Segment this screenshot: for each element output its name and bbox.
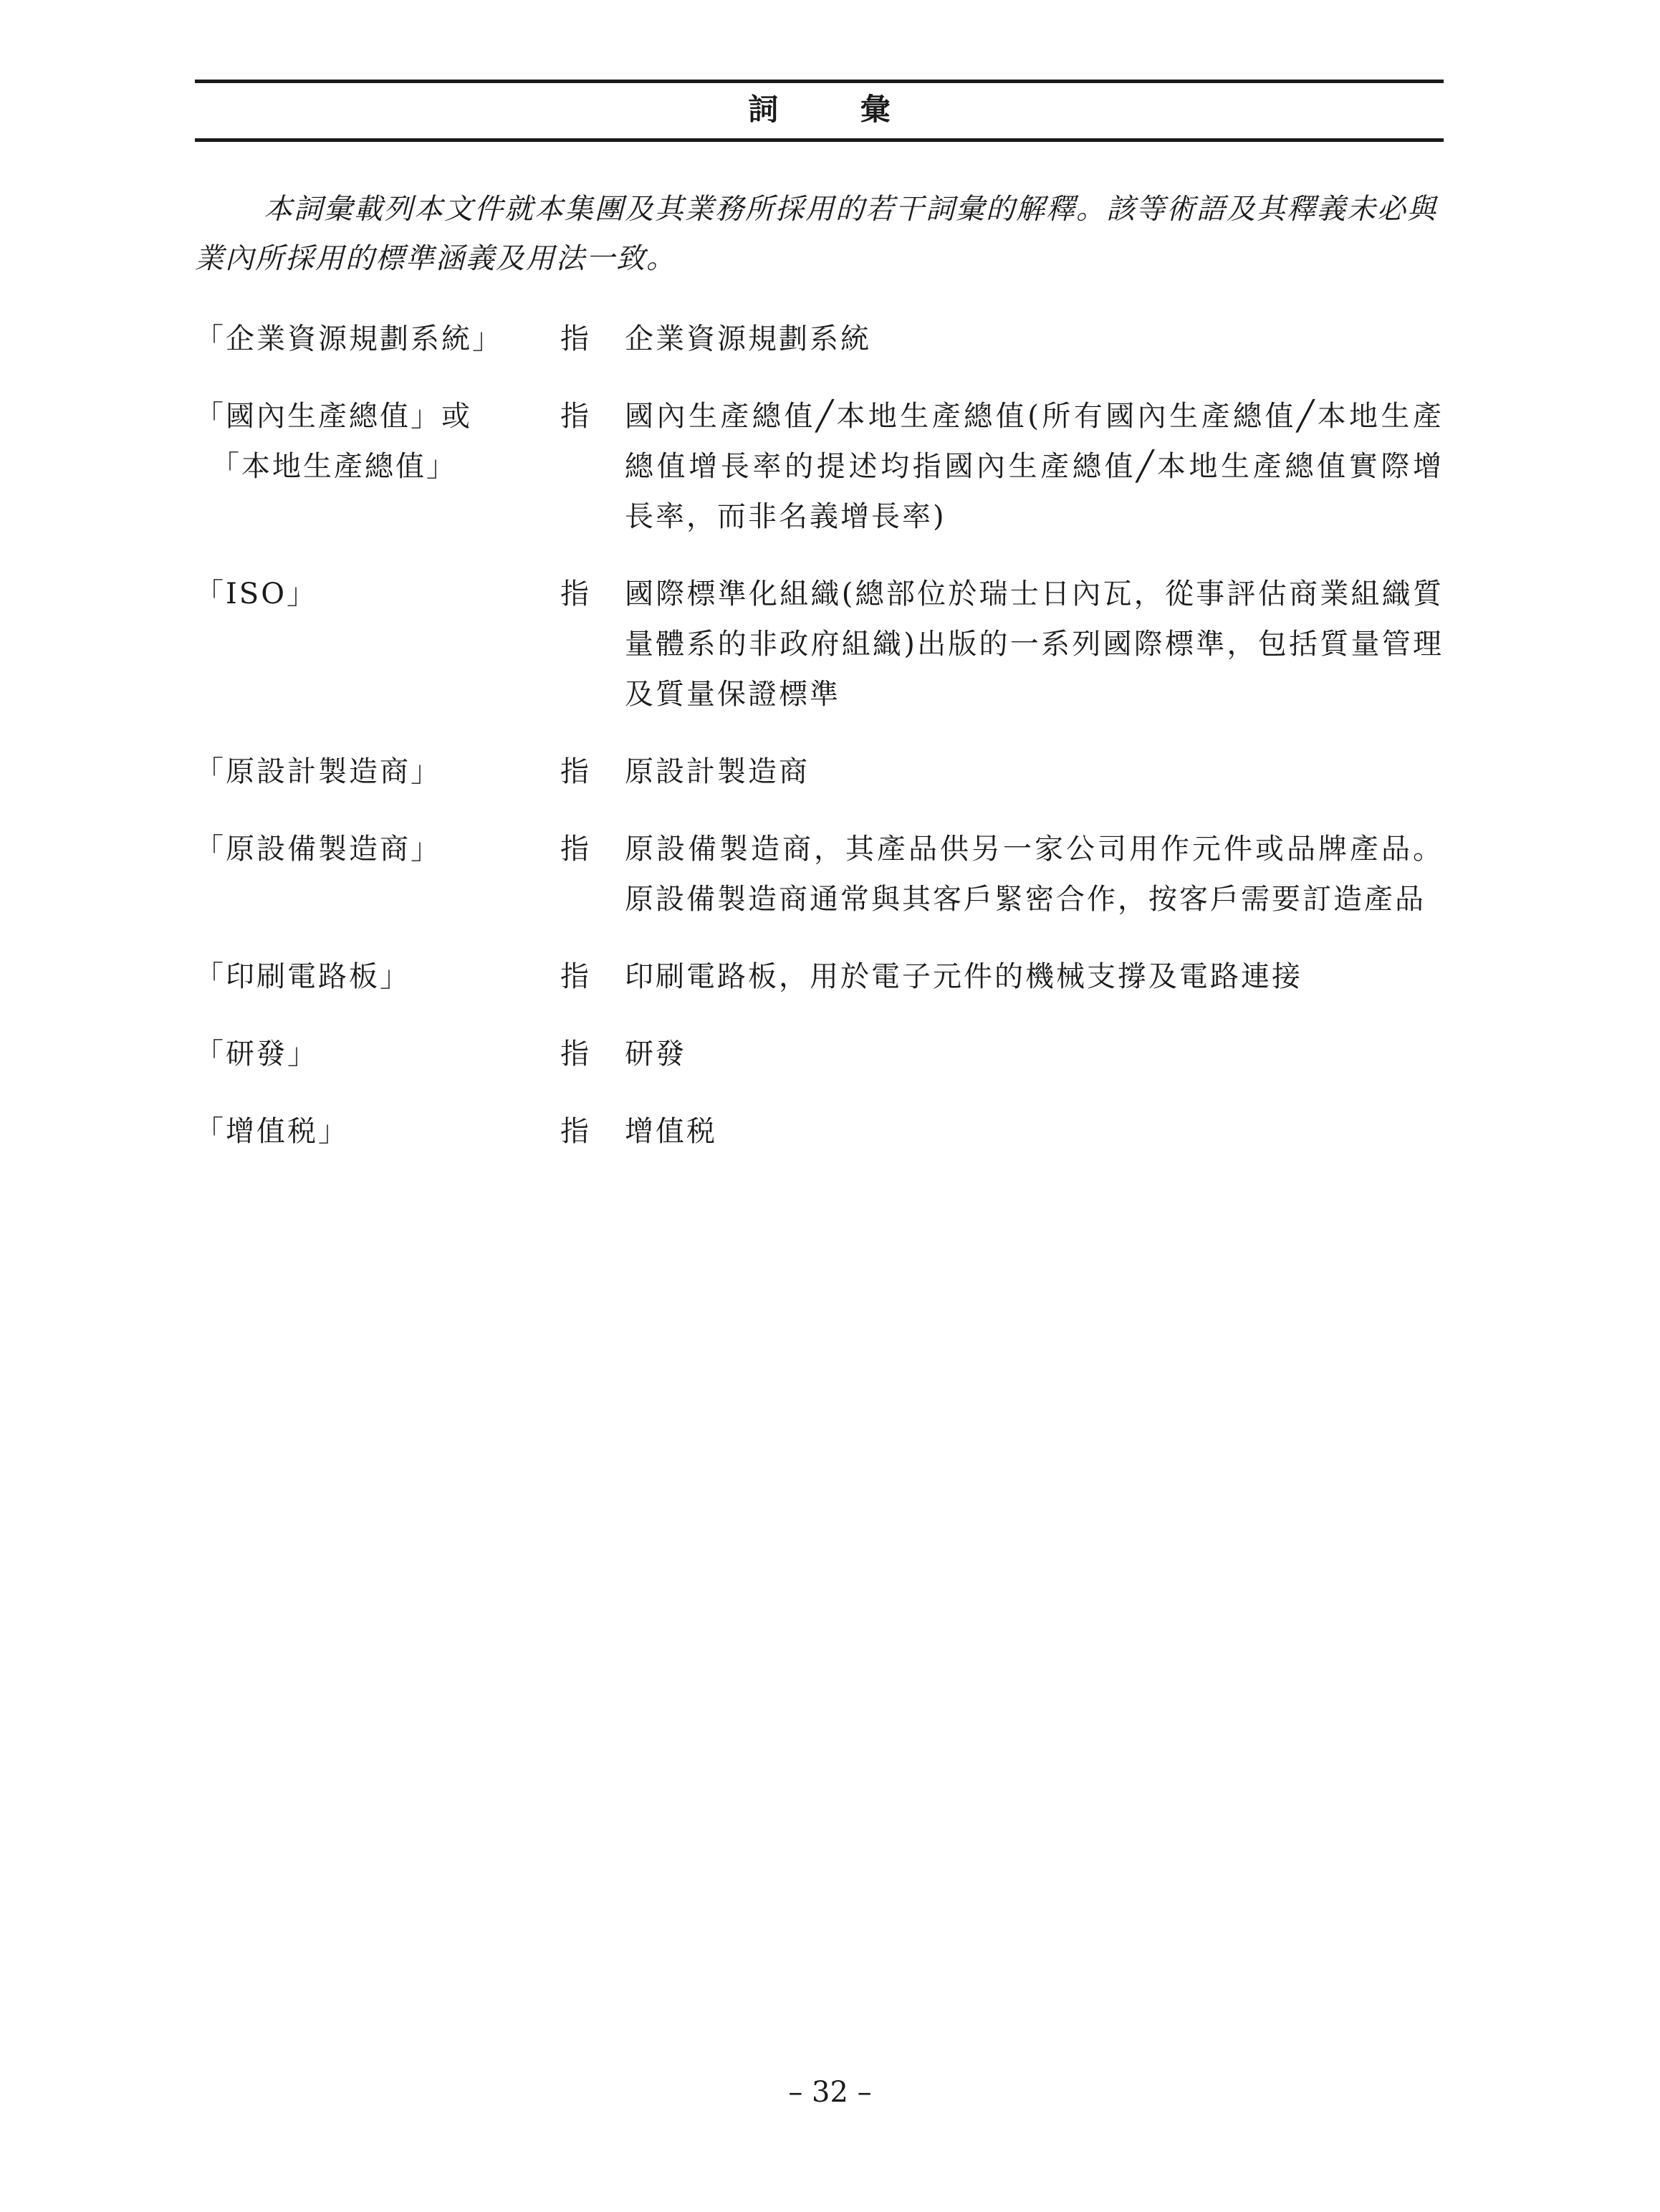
page-title: 詞 彙 <box>748 92 926 127</box>
glossary-term <box>195 952 560 1002</box>
glossary-definition: 印刷電路板，用於電子元件的機械支撐及電路連接 <box>625 960 1302 993</box>
glossary-entry <box>195 824 1444 924</box>
glossary-means: 指 <box>560 322 591 355</box>
glossary-means: 指 <box>560 1115 591 1148</box>
glossary-definition: 增值税 <box>625 1115 717 1148</box>
glossary-means: 指 <box>560 400 591 433</box>
glossary-means: 指 <box>560 960 591 993</box>
glossary-term-text: 「原設計製造商」 <box>195 755 441 788</box>
glossary-entry <box>195 391 1444 542</box>
glossary-definition: 國際標準化組織(總部位於瑞士日內瓦，從事評估商業組織質量體系的非政府組織)出版的一系列國際標準，包括質量管理及質量保證標準 <box>625 578 1444 711</box>
glossary-definition: 原設備製造商，其產品供另一家公司用作元件或品牌產品。原設備製造商通常與其客戶緊密合作，按客戶需要訂造產品 <box>625 833 1444 916</box>
glossary-term <box>195 314 560 364</box>
glossary-entry <box>195 747 1444 797</box>
glossary-definition: 國內生產總值╱本地生產總值(所有國內生產總值╱本地生產總值增長率的提述均指國內生產總值╱本地生產總值實際增長率，而非名義增長率) <box>625 400 1444 533</box>
glossary-means: 指 <box>560 578 591 611</box>
glossary-definition: 企業資源規劃系統 <box>625 322 871 355</box>
glossary-definition: 原設計製造商 <box>625 755 810 788</box>
glossary-term <box>195 391 560 542</box>
glossary-term-text: 「印刷電路板」 <box>195 960 411 993</box>
glossary-term-text: 「原設備製造商」 <box>195 833 441 866</box>
glossary-entry <box>195 569 1444 719</box>
header-rule-bottom <box>195 138 1444 142</box>
glossary-term-text: 「增值税」 <box>195 1115 349 1148</box>
header-rule-top <box>195 80 1444 83</box>
glossary-term-text: 「國內生產總值」或 <box>195 400 472 433</box>
glossary-term-text: 「企業資源規劃系統」 <box>195 322 503 355</box>
glossary-term <box>195 1106 560 1157</box>
intro-paragraph: 本詞彙載列本文件就本集團及其業務所採用的若干詞彙的解釋。該等術語及其釋義未必與業內所採用的標準涵義及用法一致。 <box>195 193 1437 275</box>
glossary-entry <box>195 1106 1444 1157</box>
glossary-means: 指 <box>560 1038 591 1071</box>
glossary-term <box>195 569 560 719</box>
glossary-definition: 研發 <box>625 1038 686 1071</box>
glossary-list <box>195 314 1444 1184</box>
glossary-term <box>195 747 560 797</box>
glossary-means: 指 <box>560 755 591 788</box>
glossary-entry <box>195 314 1444 364</box>
page-number: – 32 – <box>788 2076 872 2109</box>
glossary-term-text: 「研發」 <box>195 1038 318 1071</box>
glossary-term <box>195 1029 560 1079</box>
glossary-entry <box>195 952 1444 1002</box>
glossary-term-text: 「ISO」 <box>195 578 317 611</box>
glossary-term <box>195 824 560 924</box>
glossary-term-text-line2: 「本地生產總值」 <box>211 450 457 483</box>
glossary-means: 指 <box>560 833 591 866</box>
glossary-entry <box>195 1029 1444 1079</box>
